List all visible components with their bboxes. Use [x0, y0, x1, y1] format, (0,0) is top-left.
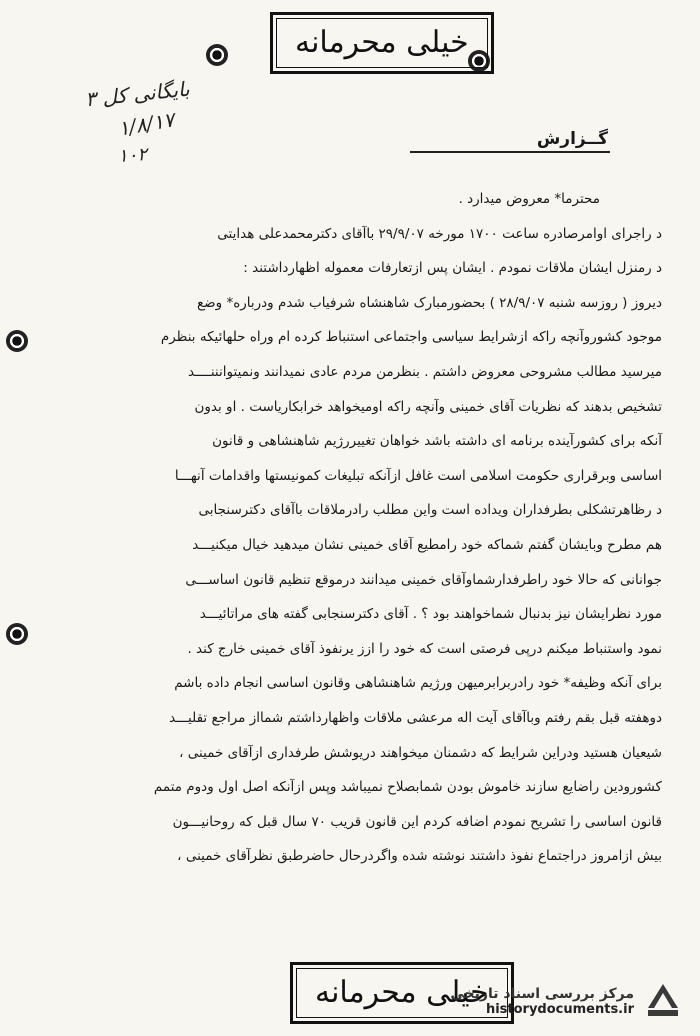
report-line: دوهفته قبل بقم رفتم وباآقای آیت اله مرعشی ملاقات واظهارداشتم شمااز مراجع تقلیـــد	[169, 709, 662, 726]
punch-hole-left-upper	[6, 330, 28, 352]
report-line: قانون اساسی را تشریح نمودم اضافه کردم این قانون قریب ۷۰ سال قبل که روحانیـــون	[172, 813, 662, 830]
watermark-url: historydocuments.ir	[485, 1001, 634, 1017]
handwritten-note-date: ۱/۸/۱۷	[116, 107, 177, 141]
report-line: شیعیان هستید ودراین شرایط که دشمنان میخواهند دریوشش طرفداری ازآقای خمینی ،	[179, 744, 662, 761]
report-line: نمود واستنباط میکنم درپی فرصتی است که خود را ازز یرنفوذ آقای خمینی خارج کند .	[187, 640, 662, 657]
report-line: د رظاهرتشکلی بطرفداران ویداده است واین مطلب رادرملاقات باآقای دکترسنجابی	[198, 502, 662, 519]
report-line: موجود کشوروآنچه راکه ازشرایط سیاسی واجتماعی استنباط کرده ام وراه حلهائیکه بنظرم	[160, 329, 662, 346]
confidential-stamp-top-text: خیلی محرمانه	[276, 18, 488, 68]
watermark-name: مرکز بررسی اسناد تاریخی	[450, 985, 634, 1002]
report-line: میرسید مطالب مشروحی معروض داشتم . بنظرمن مردم عادی نمیدانند ونمیتوانننــــد	[187, 363, 662, 380]
report-line: محترما* معروض میدارد .	[458, 191, 600, 207]
punch-hole-top-left	[206, 44, 228, 66]
report-line: تشخیص بدهند که نظریات آقای خمینی وآنچه راکه اومیخواهد خرابکاریاست . او بدون	[194, 398, 662, 415]
report-line: د رمنزل ایشان ملاقات نمودم . ایشان پس ازتعارفات معموله اظهارداشتند :	[243, 260, 662, 277]
report-line: هم مطرح وبایشان گفتم شماکه خود رامطیع آقای خمینی نشان میدهید خیال میکنیـــد	[192, 536, 662, 553]
report-line: کشورودین راضایع سازند خاموش بودن شمابصلاح نمیباشد وپس ازآنکه اصل اول ودوم متمم	[153, 779, 662, 796]
watermark	[396, 972, 686, 1030]
report-line: برای آنکه وظیفه* خود رادربرابرمیهن ورژیم شاهنشاهی وقانون اساسی انجام داده باشم	[174, 675, 662, 692]
report-line: جوانانی که حالا خود راطرفدارشماوآقای خمینی میدانند درموقع تنظیم قانون اساســـی	[185, 571, 662, 588]
punch-hole-left-lower	[6, 623, 28, 645]
report-body	[70, 182, 662, 874]
confidential-stamp-bottom-text: خیلی محرمانه	[296, 968, 508, 1018]
report-line: مورد نظرایشان نیز بدنبال شماخواهند بود ؟ . آقای دکترسنجابی گفته های مراتائیـــد	[199, 606, 662, 623]
handwritten-note-archive: بایگانی کل ۳	[84, 76, 191, 112]
report-line: آنکه برای کشورآینده برنامه ای داشته باشد خواهان تغییررژیم شاهنشاهی و قانون	[212, 433, 662, 450]
report-line: اساسی وبرقراری حکومت اسلامی است غافل ازآنکه تبلیغات کمونیستها واقدامات آنهـــا	[174, 467, 662, 484]
handwritten-note-number: ۱۰۲	[117, 144, 148, 167]
report-title: گــزارش	[536, 129, 608, 149]
confidential-stamp-top	[270, 12, 494, 74]
report-line: بیش ازامروز دراجتماع نفوذ داشتند نوشته شده واگردرحال حاضرطبق نظرآقای خمینی ،	[177, 848, 662, 865]
title-underline	[410, 151, 610, 153]
watermark-logo-icon	[640, 978, 686, 1024]
watermark-text	[450, 986, 634, 1017]
report-line: دیروز ( روزسه شنبه ۲۸/۹/۰۷ ) بحضورمبارک شاهنشاه شرفیاب شدم ودرباره* وضع	[196, 294, 662, 311]
report-line: د راجرای اوامرصادره ساعت ۱۷۰۰ مورخه ۲۹/۹/۰۷ باآقای دکترمحمدعلی هدایتی	[217, 225, 662, 242]
